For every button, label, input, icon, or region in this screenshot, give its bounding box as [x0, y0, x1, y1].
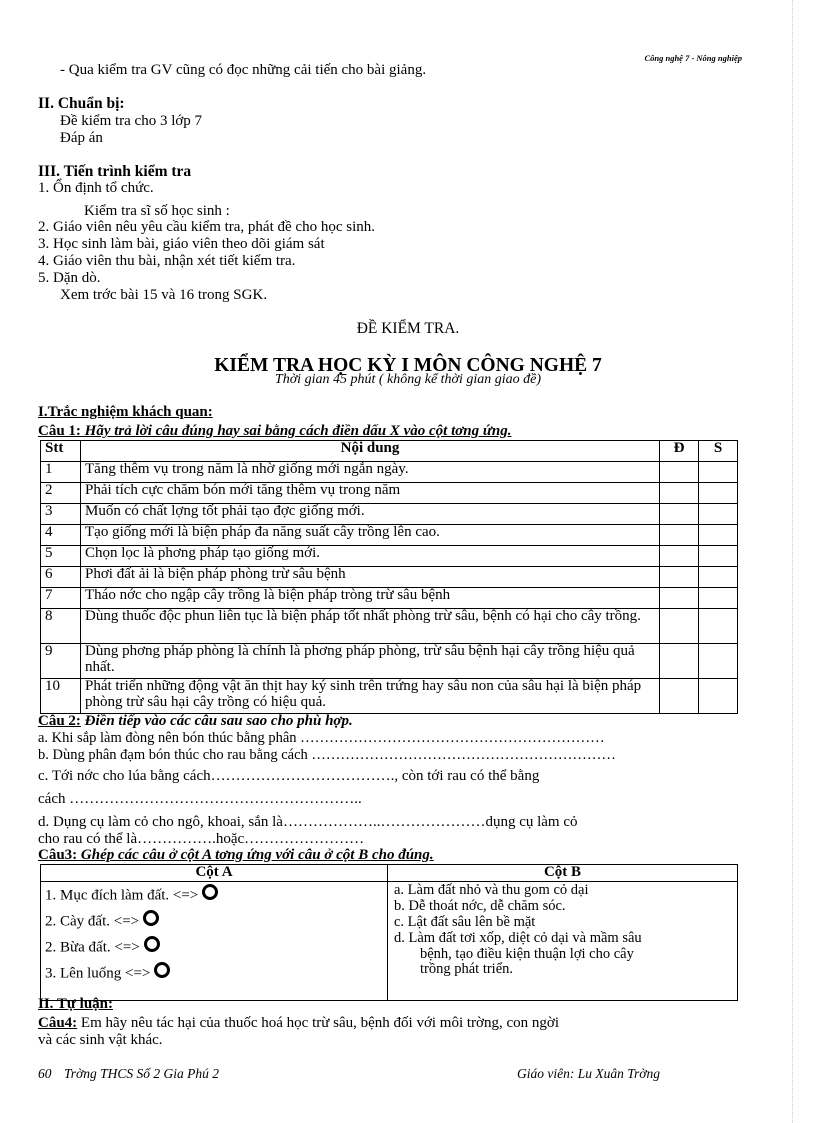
row-number: 8 — [41, 609, 81, 644]
table-header-row — [41, 441, 738, 462]
exam-time: Thời gian 45 phút ( không kể thời gian giao đề) — [274, 372, 542, 387]
true-cell[interactable] — [660, 644, 699, 679]
true-cell[interactable] — [660, 504, 699, 525]
matching-table — [40, 864, 738, 1001]
table-row — [41, 644, 738, 679]
col-a-item — [45, 888, 383, 914]
true-cell[interactable] — [660, 462, 699, 483]
false-cell[interactable] — [699, 644, 738, 679]
q2-line-a: a. Khi sắp làm đòng nên bón thúc bằng phân ……………………………………………………… — [38, 730, 605, 746]
q4-label: Câu4: — [38, 1015, 78, 1031]
q4-line — [38, 1016, 559, 1031]
true-cell[interactable] — [660, 567, 699, 588]
row-number: 9 — [41, 644, 81, 679]
table-row — [41, 588, 738, 609]
false-cell[interactable] — [699, 546, 738, 567]
row-number: 1 — [41, 462, 81, 483]
row-number: 5 — [41, 546, 81, 567]
col-a-header: Cột A — [41, 865, 388, 882]
col-b-item: a. Làm đất nhỏ và thu gom cỏ dại — [394, 881, 589, 898]
col-b-cell — [388, 881, 738, 1000]
row-number: 2 — [41, 483, 81, 504]
col-b-item-continued: bệnh, tạo điều kiện thuận lợi cho cây — [420, 945, 634, 962]
col-a-label: 3. Lên luống <=> — [45, 965, 151, 982]
false-cell[interactable] — [699, 462, 738, 483]
table-row — [41, 546, 738, 567]
q4-text: Em hãy nêu tác hại của thuốc hoá học trừ sâu, bệnh đối với môi trờng, con ngời — [77, 1015, 559, 1031]
row-content: Phơi đất ải là biện pháp phòng trừ sâu bệnh — [81, 567, 660, 588]
col-a-item — [45, 966, 383, 992]
col-a-item — [45, 940, 383, 966]
procedure-title: III. Tiến trình kiểm tra — [38, 163, 192, 180]
row-content: Tạo giống mới là biện pháp đa năng suất cây trồng lên cao. — [81, 525, 660, 546]
true-cell[interactable] — [660, 679, 699, 714]
q2-line-b: b. Dùng phân đạm bón thúc cho rau bằng cách ……………………………………………………… — [38, 747, 616, 763]
matching-header-row — [41, 865, 738, 882]
footer-teacher: Giáo viên: Lu Xuân Trờng — [517, 1066, 660, 1081]
row-content: Dùng phơng pháp phòng là chính là phơng pháp phòng, trừ sâu bệnh hại cây trồng hiệu quả nhất. — [81, 644, 660, 679]
false-cell[interactable] — [699, 525, 738, 546]
true-cell[interactable] — [660, 546, 699, 567]
q2-heading — [38, 714, 353, 729]
false-cell[interactable] — [699, 588, 738, 609]
true-cell[interactable] — [660, 483, 699, 504]
q2-line-c2: cách ………………………………………………….. — [38, 791, 362, 807]
q1-text: Hãy trả lời câu đúng hay sai bằng cách điền dấu X vào cột tơng ứng. — [80, 423, 512, 439]
procedure-step: Xem trớc bài 15 và 16 trong SGK. — [60, 287, 268, 303]
row-content: Tháo nớc cho ngập cây trồng là biện pháp tròng trừ sâu bệnh — [81, 588, 660, 609]
header-false: S — [699, 441, 738, 462]
part2-title: II. Tự luận: — [38, 996, 114, 1012]
procedure-step: 5. Dặn dò. — [38, 270, 101, 286]
false-cell[interactable] — [699, 679, 738, 714]
col-b-item-continued: trồng phát triển. — [420, 961, 514, 978]
match-circle-icon[interactable] — [202, 884, 218, 900]
table-row — [41, 525, 738, 546]
false-cell[interactable] — [699, 609, 738, 644]
row-number: 4 — [41, 525, 81, 546]
procedure-step: 4. Giáo viên thu bài, nhận xét tiết kiểm tra. — [38, 253, 296, 269]
match-circle-icon[interactable] — [143, 910, 159, 926]
false-cell[interactable] — [699, 567, 738, 588]
preparation-item: Đề kiểm tra cho 3 lớp 7 — [60, 113, 203, 129]
col-a-label: 2. Cày đất. <=> — [45, 913, 140, 930]
row-content: Phải tích cực chăm bón mới tăng thêm vụ trong năm — [81, 483, 660, 504]
row-content: Tăng thêm vụ trong năm là nhờ giống mới ngắn ngày. — [81, 462, 660, 483]
row-content: Phát triển những động vật ăn thịt hay ký sinh trên trứng hay sâu non của sâu hại là biện pháp phòng trừ sâu hại cây trồng có hiệu quả. — [81, 679, 660, 714]
q2-line-d1: d. Dụng cụ làm cỏ cho ngô, khoai, sắn là………………..…………………dụng cụ làm cỏ — [38, 814, 578, 830]
row-number: 10 — [41, 679, 81, 714]
preparation-title: II. Chuẩn bị: — [38, 95, 125, 112]
procedure-step: 3. Học sinh làm bài, giáo viên theo dõi giám sát — [38, 236, 325, 252]
false-cell[interactable] — [699, 483, 738, 504]
col-a-label: 2. Bừa đất. <=> — [45, 939, 140, 956]
table-row — [41, 483, 738, 504]
col-a-cell — [41, 881, 388, 1000]
intro-line: - Qua kiểm tra GV cũng có đọc những cải tiến cho bài giảng. — [60, 62, 427, 78]
col-a-item — [45, 914, 383, 940]
row-content: Muốn có chất lợng tốt phải tạo đợc giống mới. — [81, 504, 660, 525]
q3-heading — [38, 848, 434, 863]
match-circle-icon[interactable] — [144, 936, 160, 952]
footer-page-number: 60 — [38, 1066, 52, 1081]
table-row — [41, 462, 738, 483]
row-content: Chọn lọc là phơng pháp tạo giống mới. — [81, 546, 660, 567]
table-row — [41, 567, 738, 588]
running-header: Công nghệ 7 - Nông nghiệp — [644, 53, 742, 63]
match-circle-icon[interactable] — [154, 962, 170, 978]
q2-line-c1: c. Tới nớc cho lúa bằng cách………………………………., còn tới rau có thể bằng — [38, 768, 540, 784]
col-b-item: d. Làm đất tơi xốp, diệt cỏ dại và mầm sâu — [394, 929, 642, 946]
q1-heading — [38, 424, 511, 439]
q3-text: Ghép các câu ở cột A tơng ứng với câu ở cột B cho đúng. — [77, 847, 434, 863]
false-cell[interactable] — [699, 504, 738, 525]
matching-body-row — [41, 881, 738, 1000]
col-b-item: b. Dễ thoát nớc, dễ chăm sóc. — [394, 897, 566, 914]
row-number: 7 — [41, 588, 81, 609]
procedure-step: 2. Giáo viên nêu yêu cầu kiểm tra, phát đề cho học sinh. — [38, 219, 375, 235]
true-cell[interactable] — [660, 609, 699, 644]
col-b-item: c. Lật đất sâu lên bề mặt — [394, 913, 536, 930]
header-content: Nội dung — [81, 441, 660, 462]
col-a-label: 1. Mục đích làm đất. <=> — [45, 887, 199, 904]
procedure-step: 1. Ổn định tổ chức. — [38, 180, 154, 196]
part1-title: I.Trắc nghiệm khách quan: — [38, 404, 213, 420]
true-cell[interactable] — [660, 588, 699, 609]
table-row — [41, 609, 738, 644]
procedure-step: Kiểm tra sĩ số học sinh : — [84, 203, 230, 219]
true-cell[interactable] — [660, 525, 699, 546]
exam-label: ĐỀ KIỂM TRA. — [356, 320, 460, 337]
q2-label: Câu 2: — [38, 713, 81, 729]
table-row — [41, 679, 738, 714]
footer-school: Trờng THCS Số 2 Gia Phú 2 — [64, 1066, 219, 1081]
q2-line-d2: cho rau có thể là…………….hoặc…………………… — [38, 831, 365, 847]
q1-label: Câu 1: — [38, 423, 81, 439]
exam-title: KIỂM TRA HỌC KỲ I MÔN CÔNG NGHỆ 7 — [214, 355, 602, 376]
row-content: Dùng thuốc độc phun liên tục là biện pháp tốt nhất phòng trừ sâu, bệnh có hại cho cây trồng. — [81, 609, 660, 644]
table-row — [41, 504, 738, 525]
col-b-header: Cột B — [388, 865, 738, 882]
header-stt: Stt — [41, 441, 81, 462]
row-number: 3 — [41, 504, 81, 525]
q1-table — [40, 440, 738, 714]
page-margin-rule — [792, 0, 793, 1123]
preparation-item: Đáp án — [60, 130, 103, 146]
row-number: 6 — [41, 567, 81, 588]
q2-text: Điền tiếp vào các câu sau sao cho phù hợp. — [80, 713, 353, 729]
q4-text-continued: và các sinh vật khác. — [38, 1032, 163, 1048]
header-true: Đ — [660, 441, 699, 462]
q3-label: Câu3: — [38, 847, 78, 863]
